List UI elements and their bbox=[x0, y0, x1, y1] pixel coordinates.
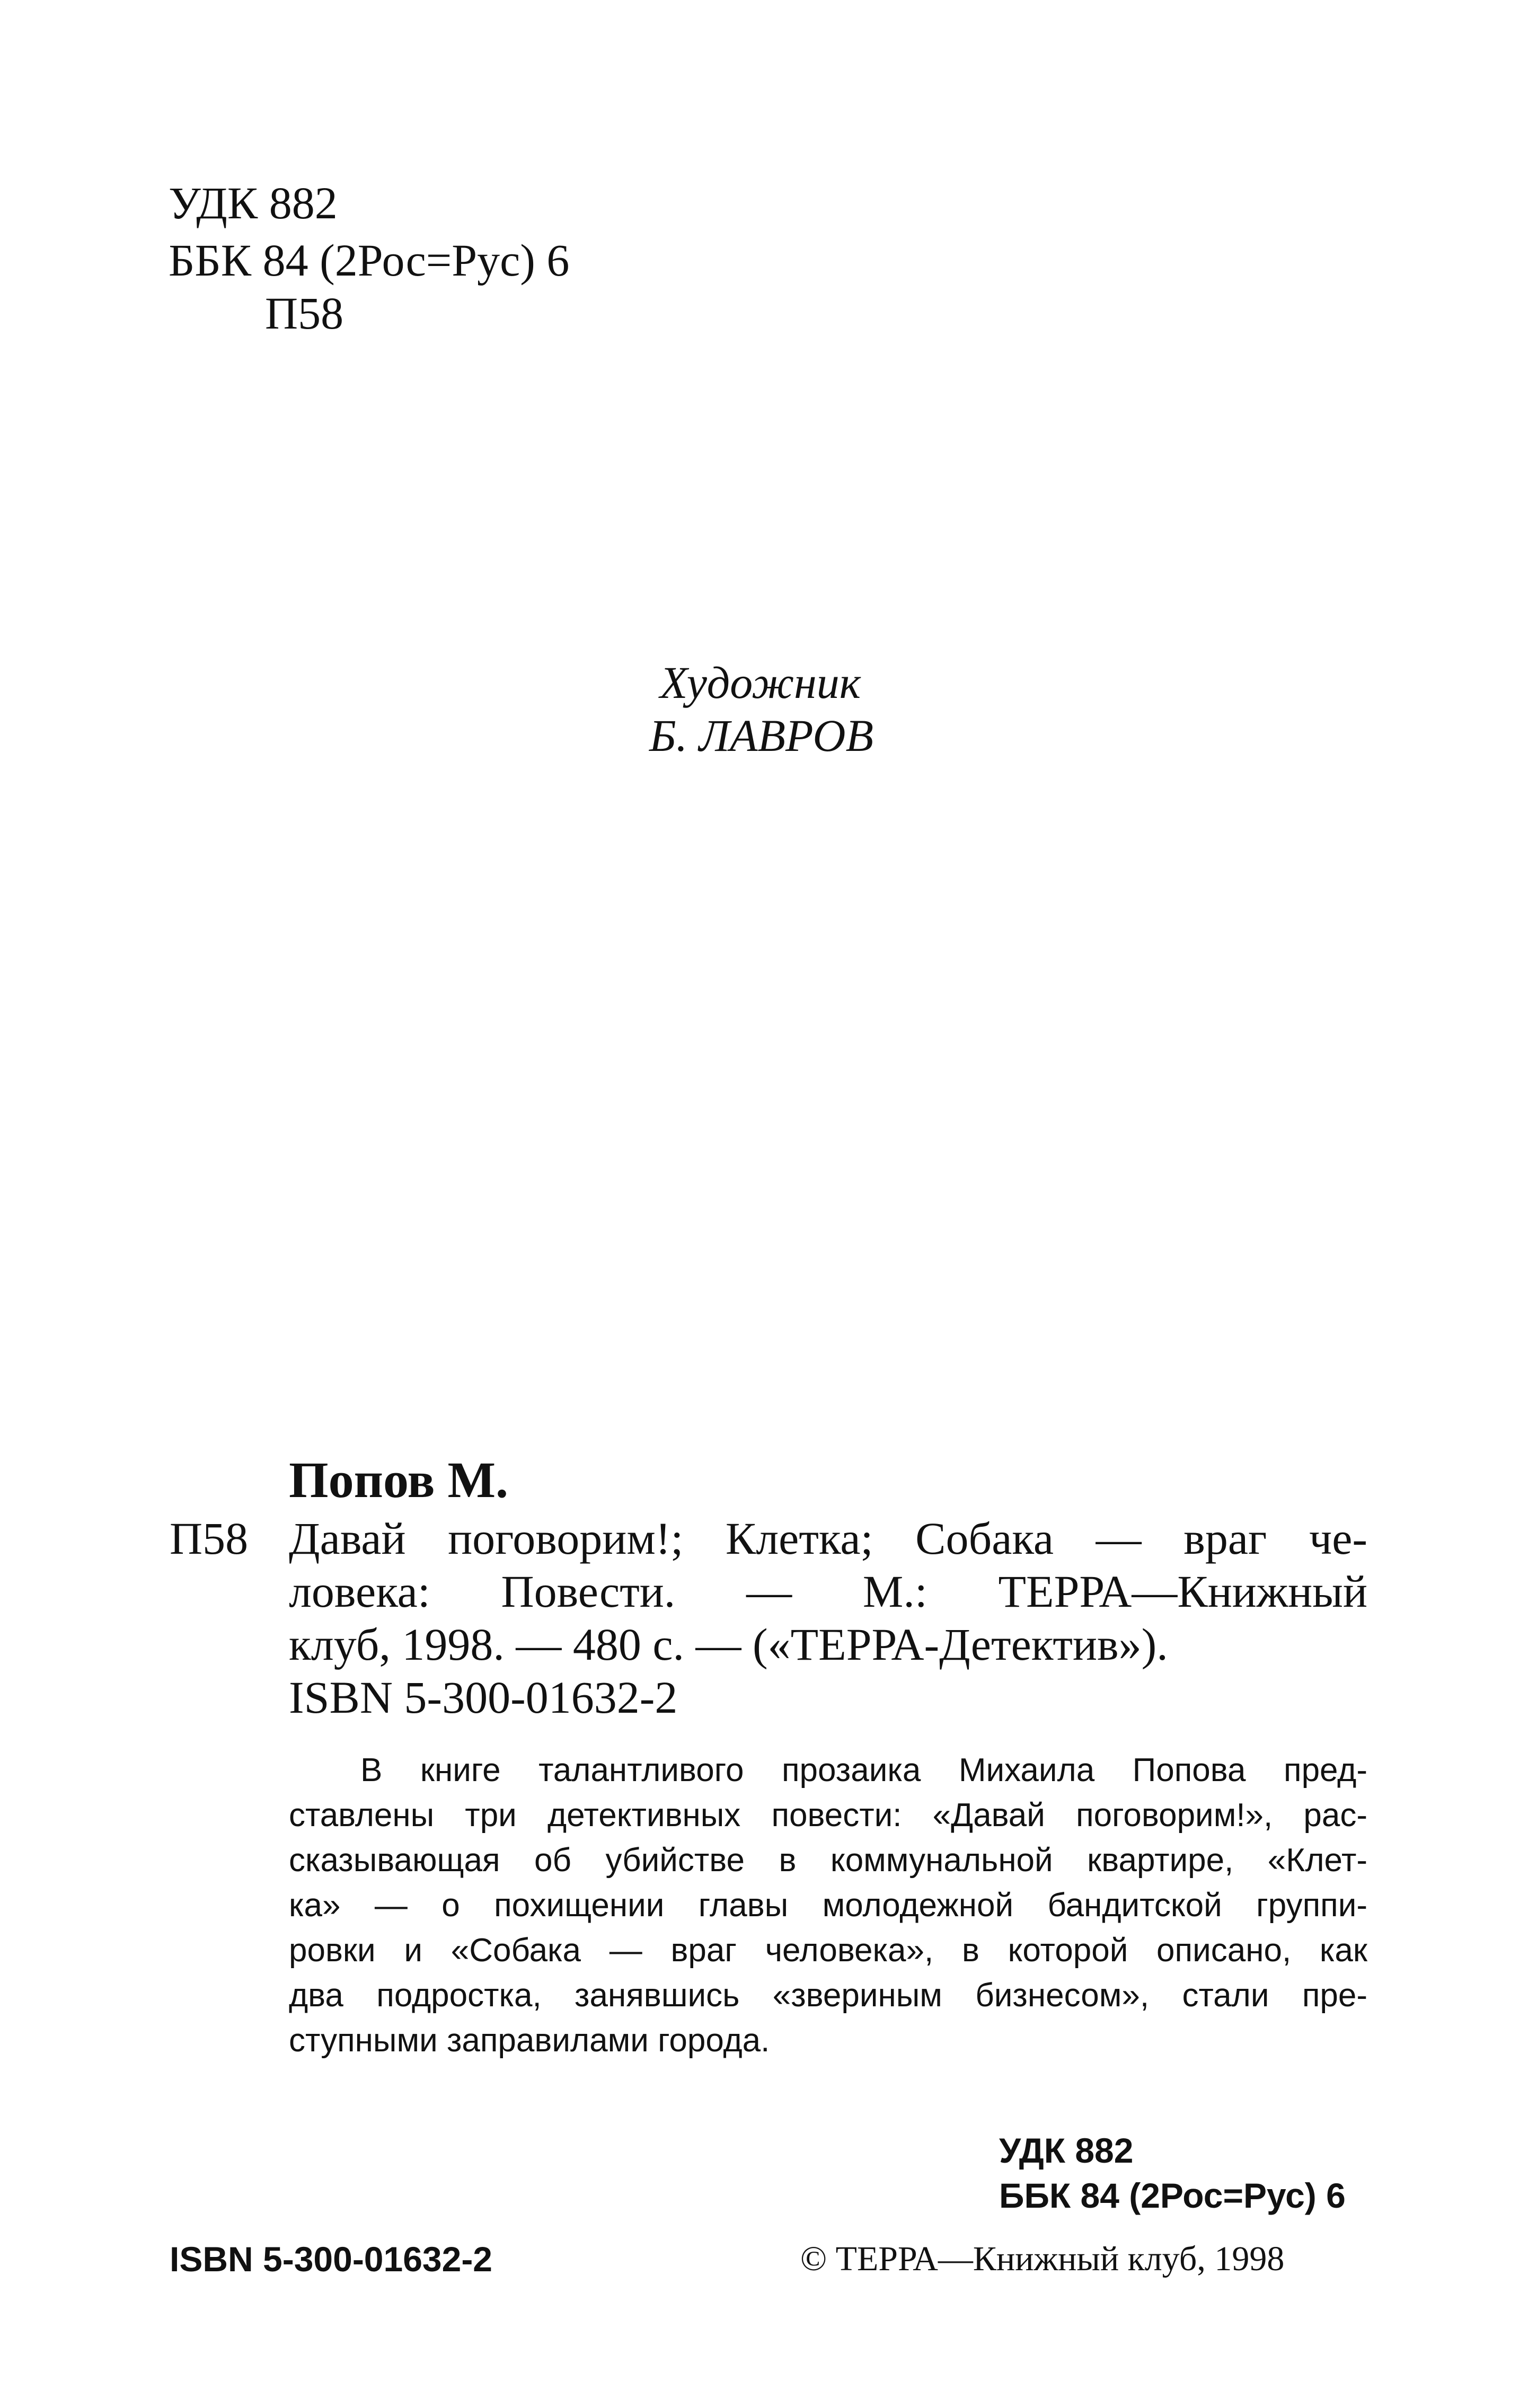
author-sign: П58 bbox=[265, 288, 344, 339]
footer-copyright: © ТЕРРА—Книжный клуб, 1998 bbox=[800, 2239, 1285, 2278]
bottom-bbk-code: ББК 84 (2Рос=Рус) 6 bbox=[999, 2176, 1346, 2215]
bib-line-2: ловека: Повести. — М.: ТЕРРА—Книжный bbox=[289, 1566, 1367, 1617]
udk-code: УДК 882 bbox=[169, 178, 338, 228]
annotation-line: ровки и «Собака — враг человека», в которой описано, как bbox=[289, 1932, 1367, 1969]
shelf-mark: П58 bbox=[170, 1513, 249, 1564]
footer-isbn: ISBN 5-300-01632-2 bbox=[170, 2239, 493, 2279]
annotation-line: ступными заправилами города. bbox=[289, 2022, 770, 2059]
annotation-line: ка» — о похищении главы молодежной бандитской группи- bbox=[289, 1887, 1367, 1924]
bbk-code: ББК 84 (2Рос=Рус) 6 bbox=[169, 235, 570, 286]
artist-role: Художник bbox=[660, 657, 861, 708]
annotation-line: ставлены три детективных повести: «Давай поговорим!», рас- bbox=[289, 1797, 1367, 1834]
annotation-line: два подростка, занявшись «звериным бизнесом», стали пре- bbox=[289, 1977, 1367, 2014]
annotation-line: сказывающая об убийстве в коммунальной квартире, «Клет- bbox=[289, 1842, 1367, 1879]
artist-name: Б. ЛАВРОВ bbox=[649, 710, 874, 761]
bib-isbn: ISBN 5-300-01632-2 bbox=[289, 1672, 678, 1723]
annotation-line: В книге талантливого прозаика Михаила Попова пред- bbox=[360, 1752, 1367, 1789]
bottom-udk-code: УДК 882 bbox=[999, 2131, 1134, 2170]
bib-line-1: Давай поговорим!; Клетка; Собака — враг че- bbox=[289, 1513, 1367, 1564]
bib-line-3: клуб, 1998. — 480 с. — («ТЕРРА-Детектив»). bbox=[289, 1619, 1168, 1670]
author-heading: Попов М. bbox=[289, 1451, 509, 1508]
